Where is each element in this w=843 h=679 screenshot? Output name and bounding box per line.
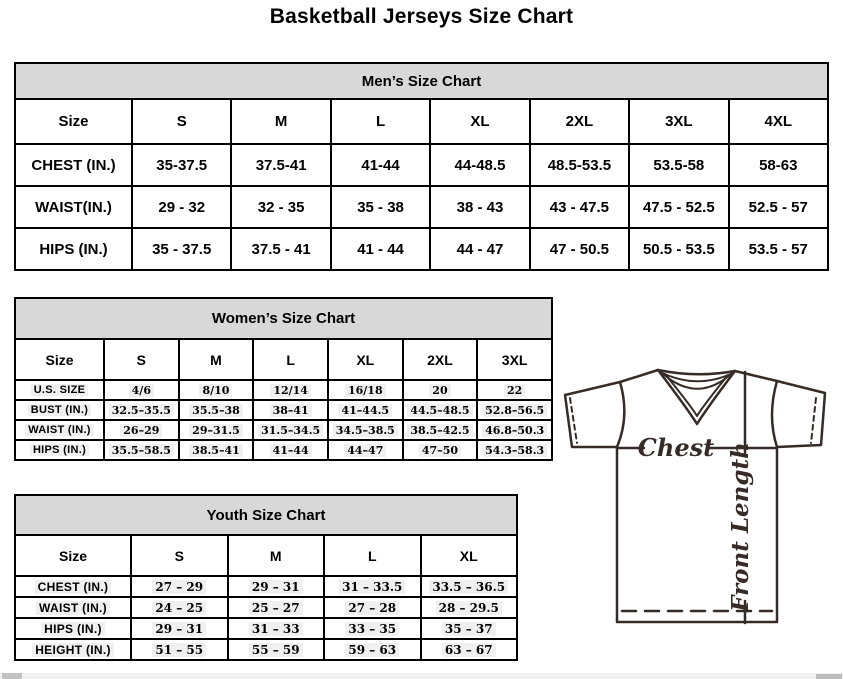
- mens-waist-value: 35 - 38: [331, 186, 430, 228]
- mens-hips-value: 41 - 44: [331, 228, 430, 270]
- womens-row-label-hips: HIPS (IN.): [15, 440, 104, 460]
- womens-us-size-value: 22: [477, 380, 552, 400]
- mens-hips-value: 35 - 37.5: [132, 228, 231, 270]
- mens-row-label-hips: HIPS (IN.): [15, 228, 132, 270]
- mens-col-header: 4XL: [729, 99, 828, 144]
- mens-col-header: 3XL: [629, 99, 728, 144]
- womens-bust-value: 41–44.5: [328, 400, 403, 420]
- youth-col-header: XL: [421, 535, 518, 576]
- youth-row-label-chest: CHEST (IN.): [15, 576, 131, 597]
- womens-hips-value: 44–47: [328, 440, 403, 460]
- mens-col-header: S: [132, 99, 231, 144]
- youth-height-value: 63 – 67: [421, 639, 518, 660]
- mens-size-chart-table: [14, 62, 829, 271]
- youth-chest-value: 33.5 – 36.5: [421, 576, 518, 597]
- jersey-outline: [565, 370, 825, 622]
- page-title: Basketball Jerseys Size Chart: [269, 5, 574, 28]
- mens-hips-value: 47 - 50.5: [530, 228, 629, 270]
- womens-row-label-us-size: U.S. SIZE: [15, 380, 104, 400]
- mens-table-title: Men’s Size Chart: [15, 63, 828, 99]
- womens-waist-value: 38.5–42.5: [403, 420, 478, 440]
- womens-hips-value: 38.5–41: [179, 440, 254, 460]
- jersey-measurement-diagram: [555, 360, 843, 660]
- youth-waist-value: 25 – 27: [228, 597, 325, 618]
- womens-waist-value: 46.8–50.3: [477, 420, 552, 440]
- womens-us-size-value: 12/14: [253, 380, 328, 400]
- mens-col-header: L: [331, 99, 430, 144]
- mens-row-label-chest: CHEST (IN.): [15, 144, 132, 186]
- mens-chest-value: 48.5-53.5: [530, 144, 629, 186]
- womens-bust-value: 32.5–35.5: [104, 400, 179, 420]
- womens-col-header: L: [253, 339, 328, 380]
- horizontal-scrollbar-corner[interactable]: [816, 674, 842, 679]
- womens-bust-value: 44.5–48.5: [403, 400, 478, 420]
- mens-chest-value: 58-63: [729, 144, 828, 186]
- youth-hips-value: 33 – 35: [324, 618, 421, 639]
- mens-chest-value: 37.5-41: [231, 144, 330, 186]
- youth-row-label-hips: HIPS (IN.): [15, 618, 131, 639]
- womens-size-chart-table: [14, 297, 553, 461]
- mens-chest-value: 53.5-58: [629, 144, 728, 186]
- youth-row-label-waist: WAIST (IN.): [15, 597, 131, 618]
- mens-chest-value: 44-48.5: [430, 144, 529, 186]
- womens-hips-value: 47–50: [403, 440, 478, 460]
- mens-chest-value: 41-44: [331, 144, 430, 186]
- youth-waist-value: 28 – 29.5: [421, 597, 518, 618]
- youth-hips-value: 29 – 31: [131, 618, 228, 639]
- mens-waist-value: 29 - 32: [132, 186, 231, 228]
- womens-col-header: 3XL: [477, 339, 552, 380]
- womens-us-size-value: 4/6: [104, 380, 179, 400]
- youth-size-corner-header: Size: [15, 535, 131, 576]
- mens-hips-value: 37.5 - 41: [231, 228, 330, 270]
- mens-col-header: 2XL: [530, 99, 629, 144]
- womens-hips-value: 35.5–58.5: [104, 440, 179, 460]
- youth-chest-value: 31 – 33.5: [324, 576, 421, 597]
- womens-waist-value: 26–29: [104, 420, 179, 440]
- youth-hips-value: 31 – 33: [228, 618, 325, 639]
- mens-waist-value: 32 - 35: [231, 186, 330, 228]
- womens-us-size-value: 20: [403, 380, 478, 400]
- mens-hips-value: 50.5 - 53.5: [629, 228, 728, 270]
- womens-waist-value: 34.5–38.5: [328, 420, 403, 440]
- youth-waist-value: 24 – 25: [131, 597, 228, 618]
- womens-row-label-bust: BUST (IN.): [15, 400, 104, 420]
- mens-col-header: M: [231, 99, 330, 144]
- youth-hips-value: 35 – 37: [421, 618, 518, 639]
- womens-col-header: XL: [328, 339, 403, 380]
- mens-hips-value: 53.5 - 57: [729, 228, 828, 270]
- youth-waist-value: 27 – 28: [324, 597, 421, 618]
- front-length-measure-label: Front Length: [727, 442, 754, 612]
- mens-waist-value: 47.5 - 52.5: [629, 186, 728, 228]
- mens-waist-value: 43 - 47.5: [530, 186, 629, 228]
- womens-us-size-value: 16/18: [328, 380, 403, 400]
- youth-height-value: 59 – 63: [324, 639, 421, 660]
- mens-chest-value: 35-37.5: [132, 144, 231, 186]
- womens-col-header: S: [104, 339, 179, 380]
- womens-hips-value: 54.3–58.3: [477, 440, 552, 460]
- youth-height-value: 51 – 55: [131, 639, 228, 660]
- womens-waist-value: 29–31.5: [179, 420, 254, 440]
- youth-chest-value: 27 – 29: [131, 576, 228, 597]
- womens-table-title: Women’s Size Chart: [15, 298, 552, 339]
- mens-col-header: XL: [430, 99, 529, 144]
- womens-bust-value: 52.8–56.5: [477, 400, 552, 420]
- womens-size-corner-header: Size: [15, 339, 104, 380]
- womens-waist-value: 31.5–34.5: [253, 420, 328, 440]
- horizontal-scrollbar-track[interactable]: [0, 673, 843, 679]
- youth-chest-value: 29 – 31: [228, 576, 325, 597]
- youth-col-header: M: [228, 535, 325, 576]
- horizontal-scrollbar-thumb[interactable]: [2, 673, 22, 679]
- mens-size-corner-header: Size: [15, 99, 132, 144]
- youth-col-header: S: [131, 535, 228, 576]
- womens-us-size-value: 8/10: [179, 380, 254, 400]
- womens-bust-value: 35.5–38: [179, 400, 254, 420]
- youth-size-chart-table: [14, 494, 518, 661]
- womens-hips-value: 41–44: [253, 440, 328, 460]
- mens-row-label-waist: WAIST(IN.): [15, 186, 132, 228]
- mens-waist-value: 52.5 - 57: [729, 186, 828, 228]
- mens-hips-value: 44 - 47: [430, 228, 529, 270]
- womens-col-header: M: [179, 339, 254, 380]
- youth-col-header: L: [324, 535, 421, 576]
- youth-row-label-height: HEIGHT (IN.): [15, 639, 131, 660]
- mens-waist-value: 38 - 43: [430, 186, 529, 228]
- youth-table-title: Youth Size Chart: [15, 495, 517, 535]
- youth-height-value: 55 – 59: [228, 639, 325, 660]
- womens-col-header: 2XL: [403, 339, 478, 380]
- womens-row-label-waist: WAIST (IN.): [15, 420, 104, 440]
- chest-measure-label: Chest: [637, 433, 715, 462]
- womens-bust-value: 38–41: [253, 400, 328, 420]
